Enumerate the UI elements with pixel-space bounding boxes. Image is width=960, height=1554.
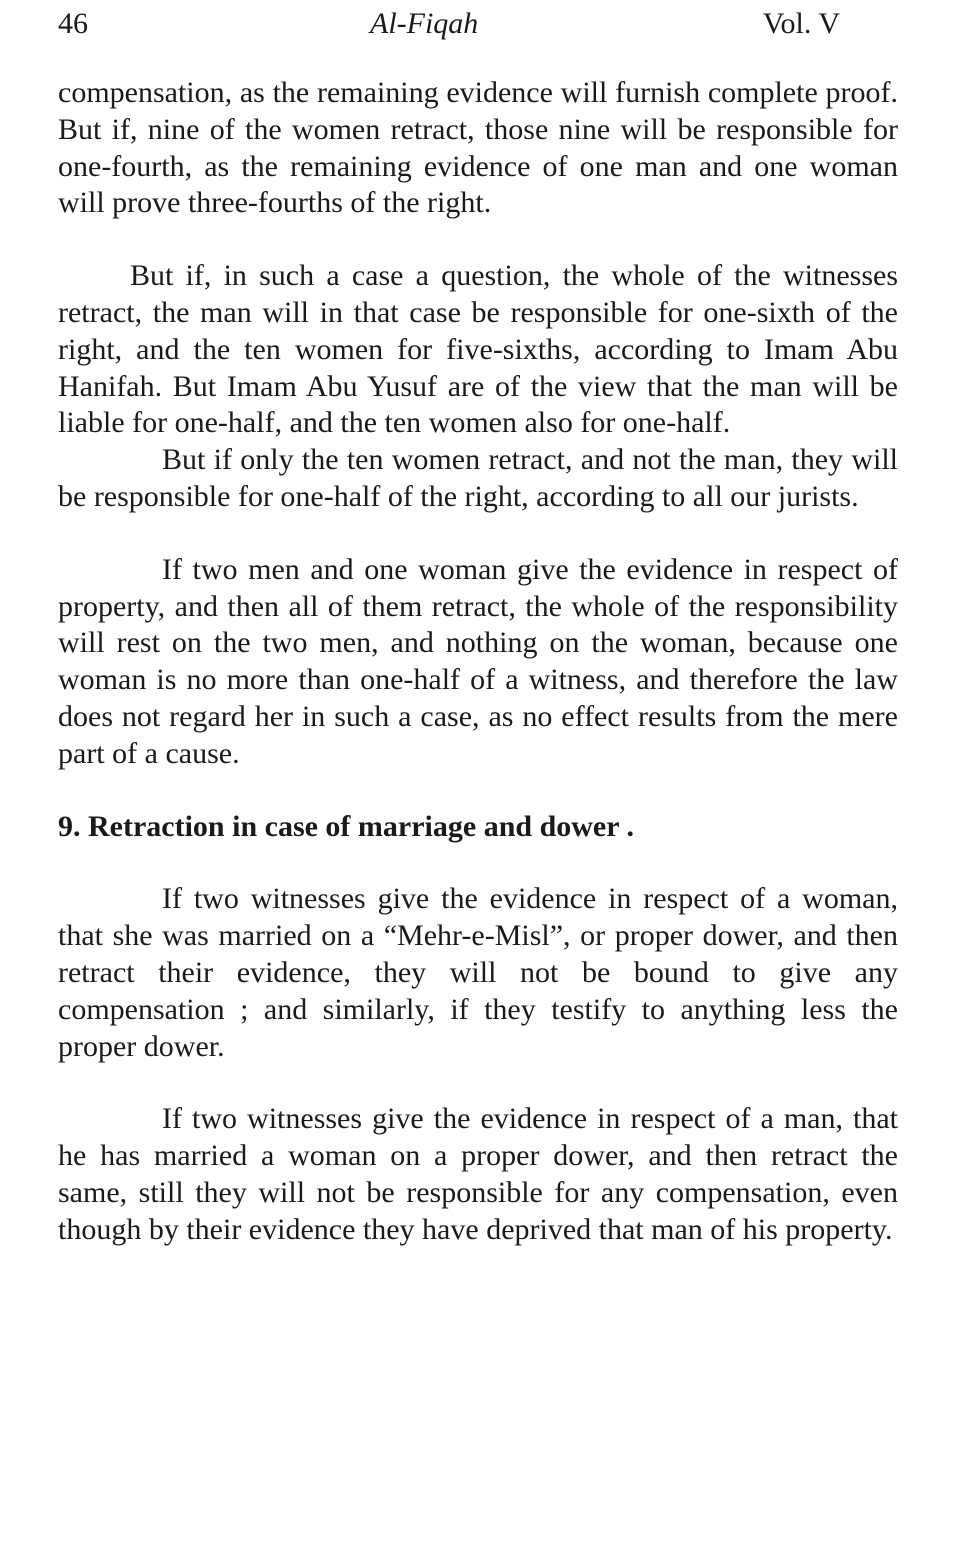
paragraph-mehr-e-misl: If two witnesses give the evidence in respect of a woman, that she was married on a “Mehr-e-Misl”, or proper dower, and then retract their evidence, they will not be bound to give any compensation ; and similarly, if they testify to anything less the proper dower.	[58, 882, 898, 1063]
paragraph-proper-dower-man: If two witnesses give the evidence in respect of a man, that he has married a woman on a proper dower, and then retract the same, still they will not be responsible for any compensation, even though by their evidence they have deprived that man of his property.	[58, 1102, 898, 1246]
paragraph-ten-women-retract: But if only the ten women retract, and not the man, they will be responsible for one-half of the right, according to all our jurists.	[58, 443, 898, 513]
page-body	[58, 75, 898, 1249]
book-title: Al-Fiqah	[370, 7, 479, 40]
page-number: 46	[58, 7, 88, 40]
page-header	[58, 4, 840, 44]
paragraph-gap	[58, 1065, 898, 1101]
paragraph-gap	[58, 773, 898, 809]
paragraph-gap	[58, 222, 898, 258]
paragraph-gap	[58, 845, 898, 881]
paragraph-two-men-one-woman: If two men and one woman give the evidence in respect of property, and then all of them retract, the whole of the responsibility will rest on the two men, and nothing on the woman, because one woman is no more than one-half of a witness, and therefore the law does not regard her in such a case, as no effect results from the mere part of a cause.	[58, 552, 898, 770]
volume-label: Vol. V	[762, 7, 840, 40]
paragraph-gap	[58, 516, 898, 552]
paragraph-continuation: compensation, as the remaining evidence will furnish complete proof. But if, nine of the women retract, those nine will be responsible for one-fourth, as the remaining evidence of one man and one woman will prove three-fourths of the right.	[58, 76, 898, 220]
paragraph-all-witnesses-retract: But if, in such a case a question, the whole of the witnesses retract, the man will in that case be responsible for one-sixth of the right, and the ten women for five-sixths, according to Imam Abu Hanifah. But Imam Abu Yusuf are of the view that the man will be liable for one-half, and the ten women also for one-half.	[58, 259, 898, 440]
section-heading: 9. Retraction in case of marriage and dower .	[58, 809, 635, 843]
